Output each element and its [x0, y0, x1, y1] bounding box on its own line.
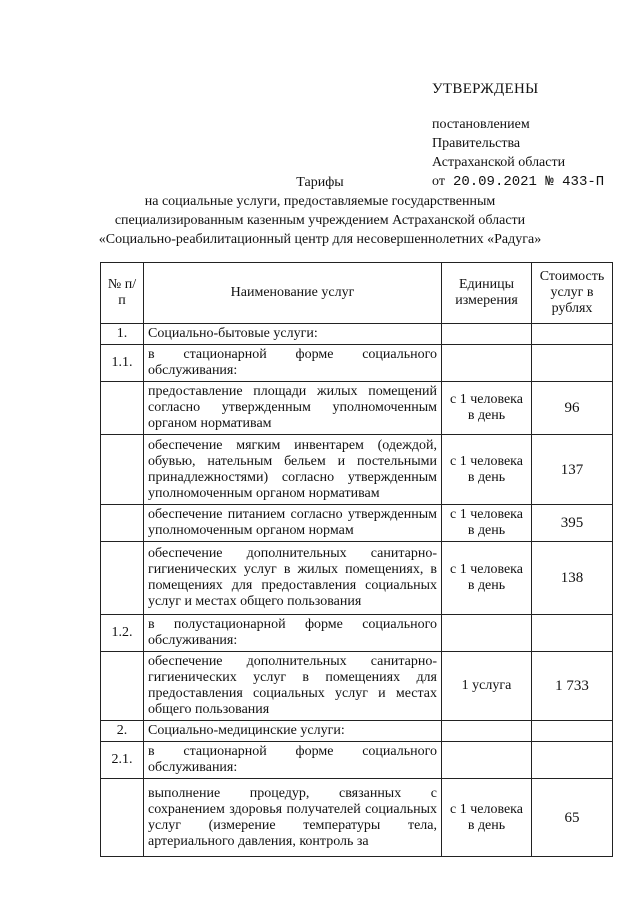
row-unit: с 1 человека в день: [442, 542, 532, 615]
row-price: 395: [532, 505, 613, 542]
header-name: Наименование услуг: [144, 263, 442, 324]
row-num: 2.: [101, 721, 144, 742]
title-line-1: Тарифы: [296, 175, 344, 190]
row-unit: с 1 человека в день: [442, 435, 532, 505]
row-name: обеспечение питанием согласно утвержденным уполномоченным органом нормам: [144, 505, 442, 542]
row-unit: с 1 человека в день: [442, 382, 532, 435]
row-unit: [442, 345, 532, 382]
row-name: выполнение процедур, связанных с сохранением здоровья получателей социальных услуг (измерение температуры тела, артериального давления, контроль за: [144, 779, 442, 857]
header-price: Стоимость услуг в рублях: [532, 263, 613, 324]
title-line-2: на социальные услуги, предоставляемые государственным: [144, 194, 496, 209]
row-price: 1 733: [532, 652, 613, 721]
row-num: 1.2.: [101, 615, 144, 652]
row-unit: с 1 человека в день: [442, 505, 532, 542]
table-row: [101, 779, 613, 857]
header-unit: Единицы измерения: [442, 263, 532, 324]
table-row: [101, 542, 613, 615]
header-num: № п/п: [101, 263, 144, 324]
table-row: [101, 324, 613, 345]
row-name: Социально-медицинские услуги:: [144, 721, 442, 742]
table-row: [101, 615, 613, 652]
row-price: [532, 324, 613, 345]
approval-line-2: Правительства: [432, 136, 521, 151]
row-name: обеспечение мягким инвентарем (одеждой, обувью, нательным бельем и постельными принадлежностями) согласно утвержденным уполномоченным органом нормативам: [144, 435, 442, 505]
table-row: [101, 382, 613, 435]
title-line-3: специализированным казенным учреждением Астраханской области: [114, 213, 526, 228]
row-unit: [442, 742, 532, 779]
table-row: [101, 435, 613, 505]
row-name: Социально-бытовые услуги:: [144, 324, 442, 345]
row-price: 65: [532, 779, 613, 857]
row-price: 96: [532, 382, 613, 435]
document-title: [0, 173, 640, 249]
table-row: [101, 345, 613, 382]
row-num: [101, 505, 144, 542]
row-price: [532, 742, 613, 779]
title-line-4: «Социально-реабилитационный центр для несовершеннолетних «Радуга»: [98, 232, 542, 247]
row-name: в стационарной форме социального обслуживания:: [144, 742, 442, 779]
row-unit: с 1 человека в день: [442, 779, 532, 857]
row-num: 1.1.: [101, 345, 144, 382]
row-num: 2.1.: [101, 742, 144, 779]
table-row: [101, 652, 613, 721]
row-name: предоставление площади жилых помещений согласно утвержденным уполномоченным органом нормативам: [144, 382, 442, 435]
row-unit: 1 услуга: [442, 652, 532, 721]
row-price: 138: [532, 542, 613, 615]
date-prefix: от: [432, 174, 445, 189]
approval-line-1: постановлением: [432, 117, 530, 132]
row-num: [101, 779, 144, 857]
row-name: обеспечение дополнительных санитарно-гигиенических услуг в жилых помещениях, в помещениях для предоставления социальных услуг и местах общего пользования: [144, 542, 442, 615]
approval-line-3: Астраханской области: [432, 155, 566, 170]
row-name: обеспечение дополнительных санитарно-гигиенических услуг в помещениях для предоставления социальных услуг и местах общего пользования: [144, 652, 442, 721]
date-value: 20.09.2021 № 433-П: [452, 174, 605, 190]
row-num: 1.: [101, 324, 144, 345]
row-unit: [442, 324, 532, 345]
table-row: [101, 742, 613, 779]
row-num: [101, 652, 144, 721]
table-row: [101, 721, 613, 742]
row-price: [532, 721, 613, 742]
row-name: в стационарной форме социального обслуживания:: [144, 345, 442, 382]
row-price: 137: [532, 435, 613, 505]
row-price: [532, 615, 613, 652]
row-num: [101, 435, 144, 505]
row-unit: [442, 721, 532, 742]
table-row: [101, 505, 613, 542]
row-price: [532, 345, 613, 382]
row-num: [101, 542, 144, 615]
row-name: в полустационарной форме социального обслуживания:: [144, 615, 442, 652]
row-unit: [442, 615, 532, 652]
tariffs-table: [100, 262, 613, 857]
table-header-row: [101, 263, 613, 324]
row-num: [101, 382, 144, 435]
approval-heading: УТВЕРЖДЕНЫ: [432, 81, 539, 97]
